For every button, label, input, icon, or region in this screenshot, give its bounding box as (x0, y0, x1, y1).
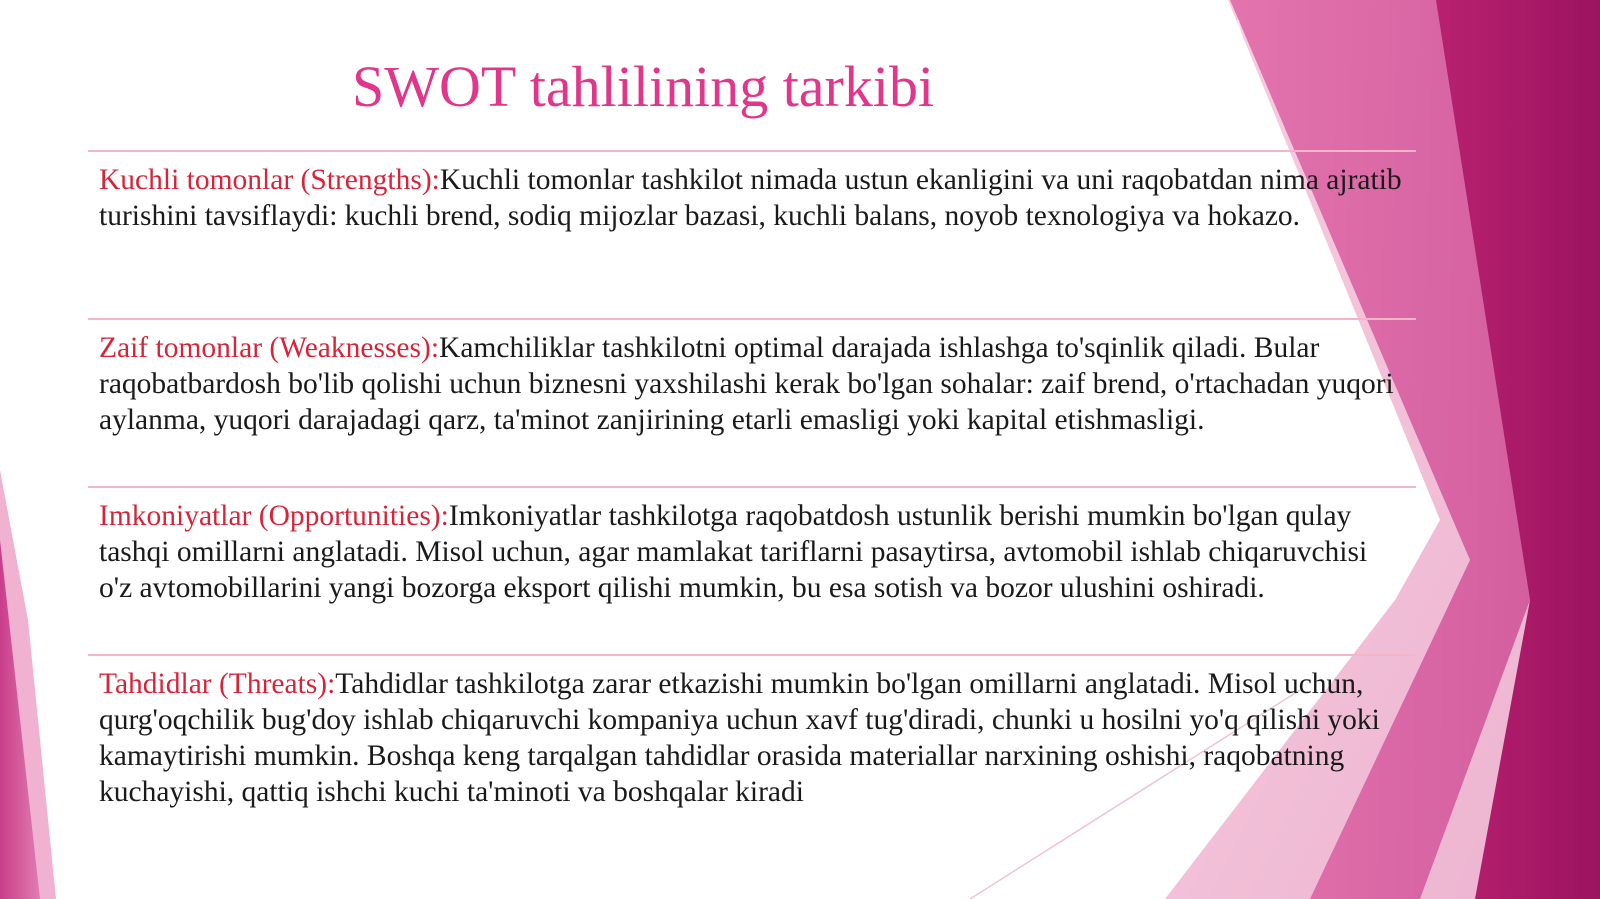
opportunities-text: Imkoniyatlar tashkilotga raqobatdosh ustunlik berishi mumkin bo'lgan qulay tashqi omillarni anglatadi. Misol uchun, agar mamlakat tariflarni pasaytirsa, avtomobil ishlab chiqaruvchisi o'z avtomobillarini yangi bozorga eksport qilishi mumkin, bu esa sotish va bozor ulushini oshiradi. (99, 500, 1368, 604)
weaknesses-text: Kamchiliklar tashkilotni optimal darajada ishlashga to'sqinlik qiladi. Bular raqobatbardosh bo'lib qolishi uchun biznesni yaxshilashi kerak bo'lgan sohalar: zaif brend, o'rtachadan yuqori aylanma, yuqori darajadagi qarz, ta'minot zanjirining etarli emasligi yoki kapital etishmasligi. (99, 332, 1394, 436)
weaknesses-label: Zaif tomonlar (Weaknesses): (99, 332, 440, 364)
section-threats (88, 654, 1416, 854)
threats-label: Tahdidlar (Threats): (99, 668, 336, 700)
section-weaknesses (88, 318, 1416, 486)
swot-sections (88, 150, 1416, 854)
section-opportunities (88, 486, 1416, 654)
section-strengths (88, 150, 1416, 318)
threats-text: Tahdidlar tashkilotga zarar etkazishi mumkin bo'lgan omillarni anglatadi. Misol uchun, qurg'oqchilik bug'doy ishlab chiqaruvchi kompaniya uchun xavf tug'diradi, chunki u hosilni yo'q qilishi yoki kamaytirishi mumkin. Boshqa keng tarqalgan tahdidlar orasida materiallar narxining oshishi, raqobatning kuchayishi, qattiq ishchi kuchi ta'minoti va boshqalar kiradi (99, 668, 1380, 808)
opportunities-label: Imkoniyatlar (Opportunities): (99, 500, 449, 532)
strengths-text: Kuchli tomonlar tashkilot nimada ustun ekanligini va uni raqobatdan nima ajratib turishini tavsiflaydi: kuchli brend, sodiq mijozlar bazasi, kuchli balans, noyob texnologiya va hokazo. (99, 164, 1402, 232)
strengths-label: Kuchli tomonlar (Strengths): (99, 164, 440, 196)
slide-title: SWOT tahlilining tarkibi (352, 54, 935, 119)
